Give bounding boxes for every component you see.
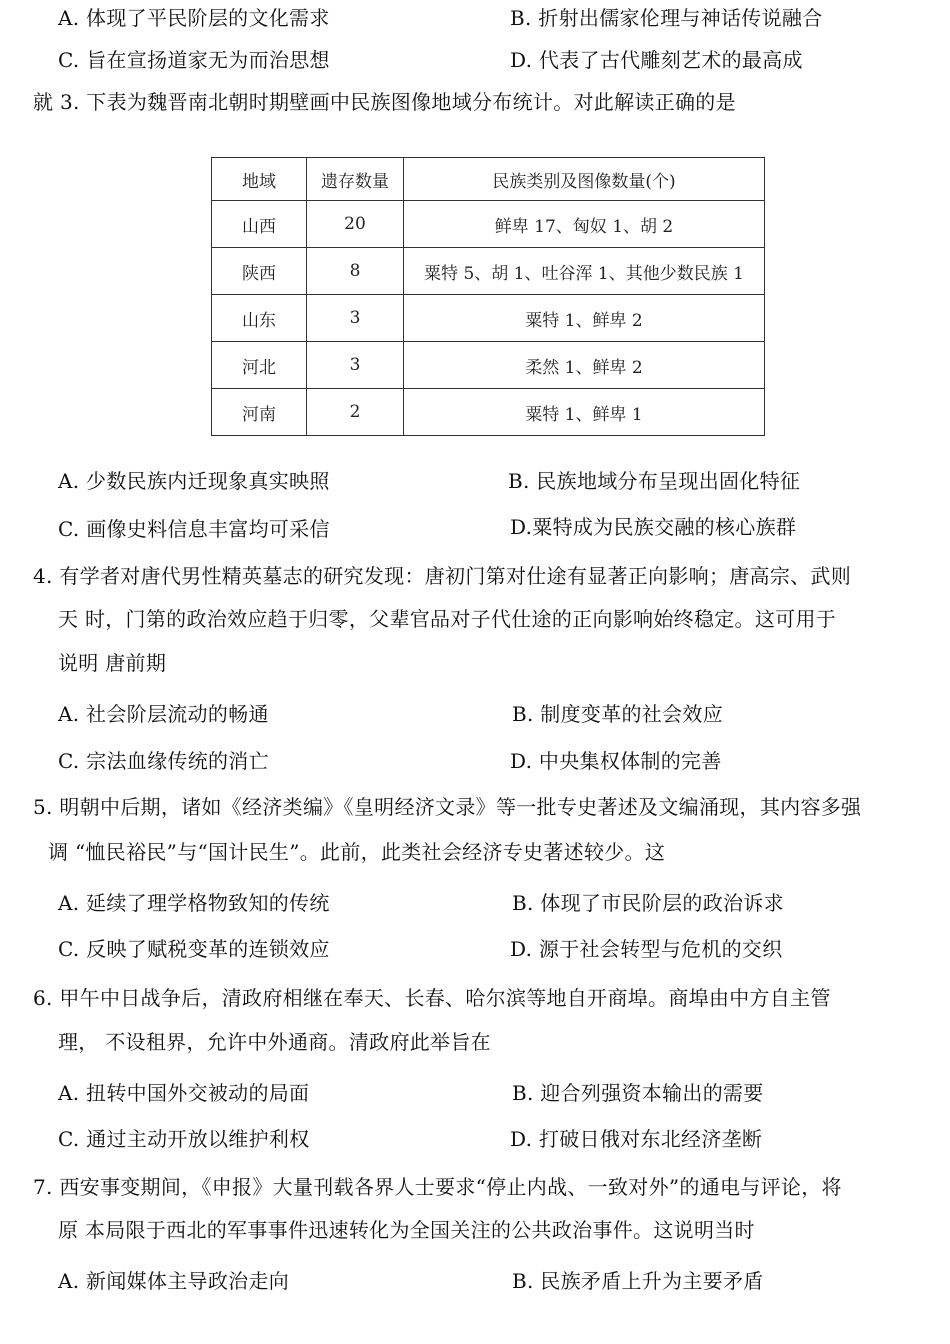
table-cell: 3 xyxy=(307,342,404,389)
table-cell: 3 xyxy=(307,295,404,342)
q2-option-a: A. 体现了平民阶层的文化需求 xyxy=(58,6,330,30)
q4-stem-line1: 4. 有学者对唐代男性精英墓志的研究发现：唐初门第对仕途有显著正向影响；唐高宗、武则 xyxy=(33,564,852,588)
q6-stem-line2: 理， 不设租界，允许中外通商。清政府此举旨在 xyxy=(58,1030,491,1054)
q4-option-d: D. 中央集权体制的完善 xyxy=(510,749,722,773)
q7-option-b: B. 民族矛盾上升为主要矛盾 xyxy=(512,1269,764,1293)
table-header-cell: 地域 xyxy=(212,158,307,201)
q4-stem-line2: 天 时，门第的政治效应趋于归零，父辈官品对子代仕途的正向影响始终稳定。这可用于 xyxy=(58,607,837,631)
q6-stem-line1: 6. 甲午中日战争后，清政府相继在奉天、长春、哈尔滨等地自开商埠。商埠由中方自主管 xyxy=(33,986,831,1010)
q6-option-b: B. 迎合列强资本输出的需要 xyxy=(512,1081,764,1105)
q7-stem-line2: 原 本局限于西北的军事事件迅速转化为全国关注的公共政治事件。这说明当时 xyxy=(58,1218,755,1242)
q6-option-c: C. 通过主动开放以维护利权 xyxy=(58,1127,310,1151)
table-header-row xyxy=(212,158,765,201)
table-header-cell: 遗存数量 xyxy=(307,158,404,201)
q4-option-a: A. 社会阶层流动的畅通 xyxy=(58,702,269,726)
q6-option-d: D. 打破日俄对东北经济垄断 xyxy=(510,1127,763,1151)
q2-option-c: C. 旨在宣扬道家无为而治思想 xyxy=(58,48,330,72)
q3-stem: 就 3. 下表为魏晋南北朝时期壁画中民族图像地域分布统计。对此解读正确的是 xyxy=(33,90,736,114)
table-cell: 陕西 xyxy=(212,248,307,295)
q3-option-b: B. 民族地域分布呈现出固化特征 xyxy=(508,469,801,493)
table-cell: 粟特 1、鲜卑 2 xyxy=(404,295,765,342)
table-cell: 2 xyxy=(307,389,404,436)
table-row xyxy=(212,389,765,436)
q4-option-b: B. 制度变革的社会效应 xyxy=(512,702,724,726)
q5-option-b: B. 体现了市民阶层的政治诉求 xyxy=(512,891,784,915)
q2-option-d: D. 代表了古代雕刻艺术的最高成 xyxy=(510,48,803,72)
table-cell: 河南 xyxy=(212,389,307,436)
table-cell: 鲜卑 17、匈奴 1、胡 2 xyxy=(404,201,765,248)
q5-option-d: D. 源于社会转型与危机的交织 xyxy=(510,937,783,961)
q5-option-a: A. 延续了理学格物致知的传统 xyxy=(58,891,330,915)
table-cell: 20 xyxy=(307,201,404,248)
q5-stem-line2: 调 “恤民裕民”与“国计民生”。此前，此类社会经济专史著述较少。这 xyxy=(48,840,666,864)
ethnic-image-distribution-table xyxy=(211,157,765,436)
q3-option-a: A. 少数民族内迁现象真实映照 xyxy=(58,469,330,493)
q7-stem-line1: 7. 西安事变期间，《申报》大量刊载各界人士要求“停止内战、一致对外”的通电与评论，将 xyxy=(33,1175,842,1199)
table-row xyxy=(212,342,765,389)
q4-option-c: C. 宗法血缘传统的消亡 xyxy=(58,749,269,773)
q2-option-b: B. 折射出儒家伦理与神话传说融合 xyxy=(510,6,823,30)
table-cell: 8 xyxy=(307,248,404,295)
q3-option-d: D.粟特成为民族交融的核心族群 xyxy=(510,515,797,539)
table-row xyxy=(212,201,765,248)
table-cell: 粟特 1、鲜卑 1 xyxy=(404,389,765,436)
q5-stem-line1: 5. 明朝中后期，诸如《经济类编》《皇明经济文录》等一批专史著述及文编涌现，其内容多强 xyxy=(33,795,862,819)
table-row xyxy=(212,248,765,295)
q7-option-a: A. 新闻媒体主导政治走向 xyxy=(58,1269,290,1293)
table-cell: 山西 xyxy=(212,201,307,248)
table-cell: 山东 xyxy=(212,295,307,342)
table-cell: 柔然 1、鲜卑 2 xyxy=(404,342,765,389)
q5-option-c: C. 反映了赋税变革的连锁效应 xyxy=(58,937,330,961)
table-row xyxy=(212,295,765,342)
q6-option-a: A. 扭转中国外交被动的局面 xyxy=(58,1081,310,1105)
q3-option-c: C. 画像史料信息丰富均可采信 xyxy=(58,517,330,541)
q4-stem-line3: 说明 唐前期 xyxy=(58,651,167,675)
table-cell: 河北 xyxy=(212,342,307,389)
table-header-cell: 民族类别及图像数量(个) xyxy=(404,158,765,201)
table-cell: 粟特 5、胡 1、吐谷浑 1、其他少数民族 1 xyxy=(404,248,765,295)
